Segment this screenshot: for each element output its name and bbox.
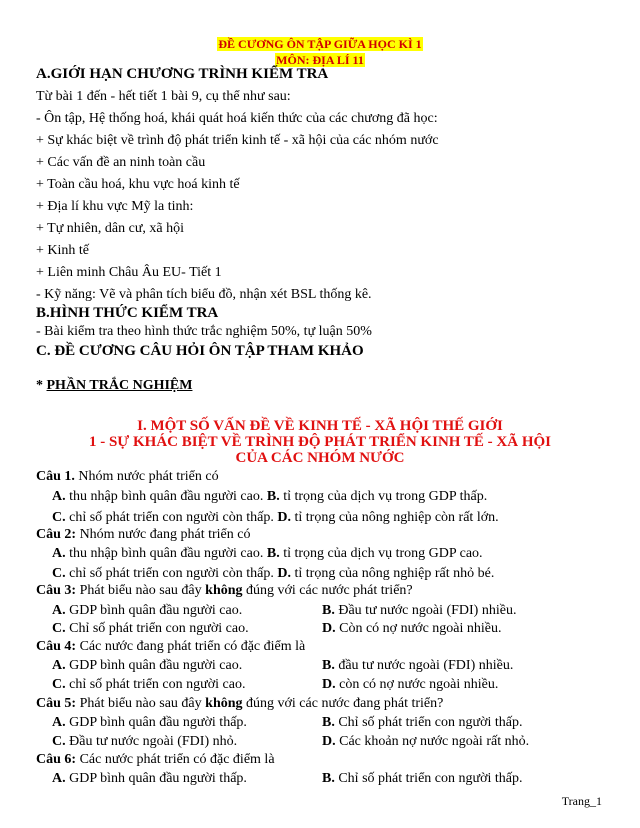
topic-subtitle-cont: CỦA CÁC NHÓM NƯỚC: [235, 450, 405, 466]
answer-option-b: [322, 658, 513, 673]
section-a-heading: A.GIỚI HẠN CHƯƠNG TRÌNH KIỂM TRA: [36, 66, 329, 82]
answer-cell: [52, 677, 245, 693]
answer-option-a: [52, 658, 242, 673]
section-a-line: + Địa lí khu vực Mỹ la tinh:: [36, 199, 194, 214]
option-label: A.: [52, 771, 66, 786]
option-label: A.: [52, 658, 66, 673]
answer-option-b: [267, 489, 487, 504]
answer-option-c: [52, 510, 274, 525]
question-text: Các nước đang phát triển có đặc điểm là: [76, 639, 306, 654]
option-text: tỉ trọng của dịch vụ trong GDP cao.: [283, 546, 483, 561]
document-title: ĐỀ CƯƠNG ÔN TẬP GIỮA HỌC KÌ 1: [218, 37, 422, 51]
option-text: Chỉ số phát triển con người thấp.: [338, 715, 523, 730]
question-stem: [36, 527, 250, 543]
answer-row: [52, 566, 494, 582]
option-text: Còn có nợ nước ngoài nhiều.: [339, 621, 502, 636]
option-text: thu nhập bình quân đầu người cao.: [69, 546, 264, 561]
question-emphasis: không: [205, 696, 243, 711]
option-text: Đầu tư nước ngoài (FDI) nhỏ.: [69, 734, 238, 749]
subject-title: MÔN: ĐỊA LÍ 11: [276, 53, 364, 67]
answer-cell: [322, 771, 522, 787]
answer-row: [52, 546, 483, 562]
option-text: Đầu tư nước ngoài (FDI) nhiều.: [338, 603, 517, 618]
answer-option-d: [277, 510, 498, 525]
answer-cell: [322, 677, 498, 693]
option-text: đầu tư nước ngoài (FDI) nhiều.: [338, 658, 514, 673]
answer-cell: [322, 603, 516, 619]
option-label: B.: [266, 489, 280, 504]
option-label: C.: [52, 510, 66, 525]
answer-option-c: [52, 566, 274, 581]
option-label: C.: [52, 734, 66, 749]
option-text: tỉ trọng của nông nghiệp còn rất lớn.: [294, 510, 499, 525]
option-text: Chỉ số phát triển con người cao.: [69, 621, 249, 636]
section-a-line: + Toàn cầu hoá, khu vực hoá kinh tế: [36, 177, 240, 192]
question-number: Câu 5:: [36, 696, 77, 711]
option-text: còn có nợ nước ngoài nhiều.: [339, 677, 499, 692]
question-number: Câu 4:: [36, 639, 77, 654]
section-a-line: + Kinh tế: [36, 243, 89, 258]
option-label: D.: [277, 566, 291, 581]
answer-cell: [52, 621, 249, 637]
section-b-heading: B.HÌNH THỨC KIỂM TRA: [36, 305, 219, 321]
section-a-line: + Sự khác biệt về trình độ phát triển kinh tế - xã hội của các nhóm nước: [36, 133, 439, 148]
section-c-heading: C. ĐỀ CƯƠNG CÂU HỎI ÔN TẬP THAM KHẢO: [36, 343, 364, 359]
option-label: B.: [322, 771, 335, 786]
question-text: Phát biểu nào sau đây: [76, 583, 206, 598]
option-label: A.: [52, 546, 66, 561]
section-a-line: - Kỹ năng: Vẽ và phân tích biểu đồ, nhận xét BSL thống kê.: [36, 287, 372, 302]
answer-option-d: [322, 734, 529, 749]
section-a-line: + Liên minh Châu Âu EU- Tiết 1: [36, 265, 222, 280]
answer-option-a: [52, 715, 247, 730]
option-text: tỉ trọng của dịch vụ trong GDP thấp.: [283, 489, 488, 504]
question-number: Câu 1.: [36, 469, 75, 484]
part-title: PHẦN TRẮC NGHIỆM: [46, 378, 193, 393]
answer-option-d: [322, 621, 502, 636]
section-a-line: + Tự nhiên, dân cư, xã hội: [36, 221, 185, 236]
question-text-end: đúng với các nước phát triển?: [242, 583, 413, 598]
answer-option-a: [52, 771, 247, 786]
answer-option-b: [267, 546, 483, 561]
section-a-line: + Các vấn đề an ninh toàn cầu: [36, 155, 206, 170]
question-stem: [36, 583, 413, 599]
answer-cell: [52, 715, 247, 731]
question-stem: [36, 469, 219, 485]
question-text: Nhóm nước đang phát triển có: [76, 527, 251, 542]
option-label: D.: [322, 621, 336, 636]
option-text: chỉ số phát triển con người cao.: [69, 677, 246, 692]
option-label: B.: [322, 715, 335, 730]
option-label: A.: [52, 489, 66, 504]
answer-row: [52, 489, 487, 505]
option-text: tỉ trọng của nông nghiệp rất nhỏ bé.: [294, 566, 495, 581]
question-text-end: đúng với các nước đang phát triển?: [242, 696, 444, 711]
answer-option-b: [322, 603, 516, 618]
answer-cell: [52, 658, 242, 674]
option-text: thu nhập bình quân đầu người cao.: [69, 489, 264, 504]
section-b-line: - Bài kiểm tra theo hình thức trắc nghiệm 50%, tự luận 50%: [36, 324, 372, 339]
option-text: chỉ số phát triển con người còn thấp.: [69, 510, 274, 525]
option-label: C.: [52, 621, 66, 636]
answer-row: [52, 510, 499, 526]
answer-option-a: [52, 603, 242, 618]
answer-option-c: [52, 734, 237, 749]
option-text: GDP bình quân đầu người thấp.: [69, 771, 247, 786]
question-number: Câu 3:: [36, 583, 77, 598]
option-text: Các khoản nợ nước ngoài rất nhỏ.: [339, 734, 530, 749]
option-label: D.: [322, 677, 336, 692]
option-text: GDP bình quân đầu người cao.: [69, 658, 243, 673]
topic-subtitle: 1 - SỰ KHÁC BIỆT VỀ TRÌNH ĐỘ PHÁT TRIỂN KINH TẾ - XÃ HỘI: [88, 434, 552, 450]
option-label: B.: [322, 603, 335, 618]
question-stem: [36, 696, 443, 712]
answer-cell: [322, 658, 513, 674]
answer-option-c: [52, 677, 245, 692]
question-text: Các nước phát triển có đặc điểm là: [76, 752, 275, 767]
answer-option-d: [277, 566, 494, 581]
part-prefix: *: [36, 378, 47, 393]
document-header: [0, 36, 640, 68]
answer-cell: [52, 771, 247, 787]
question-stem: [36, 639, 305, 655]
answer-option-b: [322, 715, 522, 730]
option-label: D.: [277, 510, 291, 525]
answer-cell: [322, 715, 522, 731]
answer-option-b: [322, 771, 522, 786]
answer-option-d: [322, 677, 498, 692]
answer-option-a: [52, 546, 263, 561]
section-a-line: - Ôn tập, Hệ thống hoá, khái quát hoá kiến thức của các chương đã học:: [36, 111, 438, 126]
question-text: Phát biểu nào sau đây: [76, 696, 206, 711]
answer-cell: [52, 734, 237, 750]
question-number: Câu 6:: [36, 752, 77, 767]
option-label: C.: [52, 566, 66, 581]
answer-option-c: [52, 621, 249, 636]
answer-cell: [52, 603, 242, 619]
section-a-line: Từ bài 1 đến - hết tiết 1 bài 9, cụ thể như sau:: [36, 89, 291, 104]
option-text: GDP bình quân đầu người thấp.: [69, 715, 247, 730]
page-number: Trang_1: [561, 794, 602, 808]
option-text: GDP bình quân đầu người cao.: [69, 603, 243, 618]
topic-title: I. MỘT SỐ VẤN ĐỀ VỀ KINH TẾ - XÃ HỘI THẾ GIỚI: [137, 418, 503, 434]
question-stem: [36, 752, 275, 768]
option-text: Chỉ số phát triển con người thấp.: [338, 771, 523, 786]
option-label: D.: [322, 734, 336, 749]
question-text: Nhóm nước phát triển có: [74, 469, 219, 484]
answer-cell: [322, 734, 529, 750]
part-heading: [36, 378, 192, 394]
answer-cell: [322, 621, 502, 637]
option-label: A.: [52, 603, 66, 618]
option-label: B.: [266, 546, 280, 561]
option-label: B.: [322, 658, 335, 673]
question-number: Câu 2:: [36, 527, 77, 542]
option-label: C.: [52, 677, 66, 692]
option-label: A.: [52, 715, 66, 730]
answer-option-a: [52, 489, 263, 504]
option-text: chỉ số phát triển con người còn thấp.: [69, 566, 274, 581]
question-emphasis: không: [205, 583, 243, 598]
